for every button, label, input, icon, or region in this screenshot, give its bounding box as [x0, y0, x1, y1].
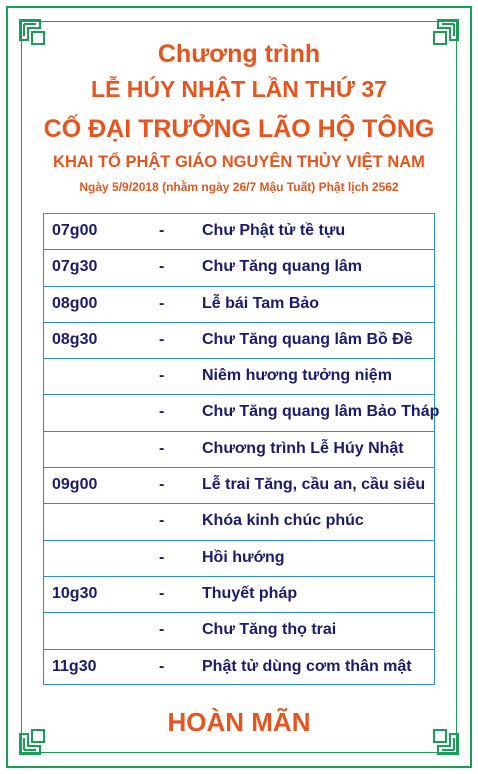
schedule-row	[43, 576, 435, 612]
honoree-role: KHAI TỔ PHẬT GIÁO NGUYÊN THỦY VIỆT NAM	[53, 153, 425, 171]
schedule-dash: -	[159, 512, 165, 530]
schedule-dash: -	[159, 621, 165, 639]
schedule-dash: -	[159, 548, 165, 566]
schedule-activity: Lễ trai Tăng, cầu an, cầu siêu	[202, 476, 426, 494]
schedule-activity: Chư Tăng quang lâm Bồ Đề	[202, 330, 413, 348]
schedule-activity: Phật tử dùng cơm thân mật	[202, 657, 412, 675]
honoree-name: CỐ ĐẠI TRƯỞNG LÃO HỘ TÔNG	[43, 115, 435, 143]
schedule-dash: -	[159, 367, 165, 385]
schedule-row	[43, 503, 435, 539]
schedule-time: 11g30	[52, 657, 97, 675]
schedule-dash: -	[159, 258, 165, 276]
program-title: Chương trình	[157, 40, 321, 68]
schedule-activity: Hồi hướng	[202, 548, 285, 566]
schedule-time: 09g00	[52, 476, 98, 494]
schedule-row	[43, 286, 435, 322]
schedule-row	[43, 322, 435, 358]
schedule-row	[43, 394, 440, 430]
schedule-time: 08g00	[52, 294, 98, 312]
schedule-dash: -	[159, 222, 165, 239]
closing-text: HOÀN MÃN	[167, 707, 311, 737]
schedule-dash: -	[159, 657, 165, 675]
schedule-dash: -	[159, 476, 165, 494]
schedule-activity: Lễ bái Tam Bảo	[202, 294, 320, 312]
schedule-activity: Chư Tăng thọ trai	[202, 621, 337, 639]
schedule-activity: Chư Tăng quang lâm Bảo Tháp	[202, 403, 440, 421]
schedule-row	[43, 249, 435, 285]
schedule-dash: -	[159, 294, 165, 312]
schedule-activity: Khóa kinh chúc phúc	[202, 512, 364, 530]
schedule-activity: Thuyết pháp	[202, 584, 298, 602]
schedule-row	[43, 540, 435, 576]
schedule-time: 07g30	[52, 258, 98, 276]
schedule-row	[43, 649, 435, 685]
schedule-row	[43, 431, 435, 467]
schedule-activity: Chư Tăng quang lâm	[202, 258, 363, 276]
schedule-row	[43, 467, 435, 503]
schedule-dash: -	[159, 330, 165, 348]
schedule-dash: -	[159, 439, 165, 457]
schedule-table	[43, 213, 440, 685]
date-line: Ngày 5/9/2018 (nhằm ngày 26/7 Mậu Tuất) Phật lịch 2562	[79, 180, 399, 194]
schedule-time: 10g30	[52, 584, 98, 602]
ceremony-title: LỄ HÚY NHẬT LẦN THỨ 37	[91, 76, 387, 102]
schedule-time: 08g30	[52, 330, 98, 348]
schedule-row	[43, 612, 435, 648]
schedule-dash: -	[159, 403, 165, 421]
schedule-dash: -	[159, 584, 165, 602]
schedule-activity: Chư Phật tử tề tựu	[202, 222, 346, 239]
schedule-time: 07g00	[52, 222, 98, 239]
schedule-activity: Niêm hương tưởng niệm	[202, 367, 392, 385]
schedule-row	[43, 213, 435, 249]
schedule-row	[43, 358, 435, 394]
schedule-activity: Chương trình Lễ Húy Nhật	[202, 439, 404, 457]
